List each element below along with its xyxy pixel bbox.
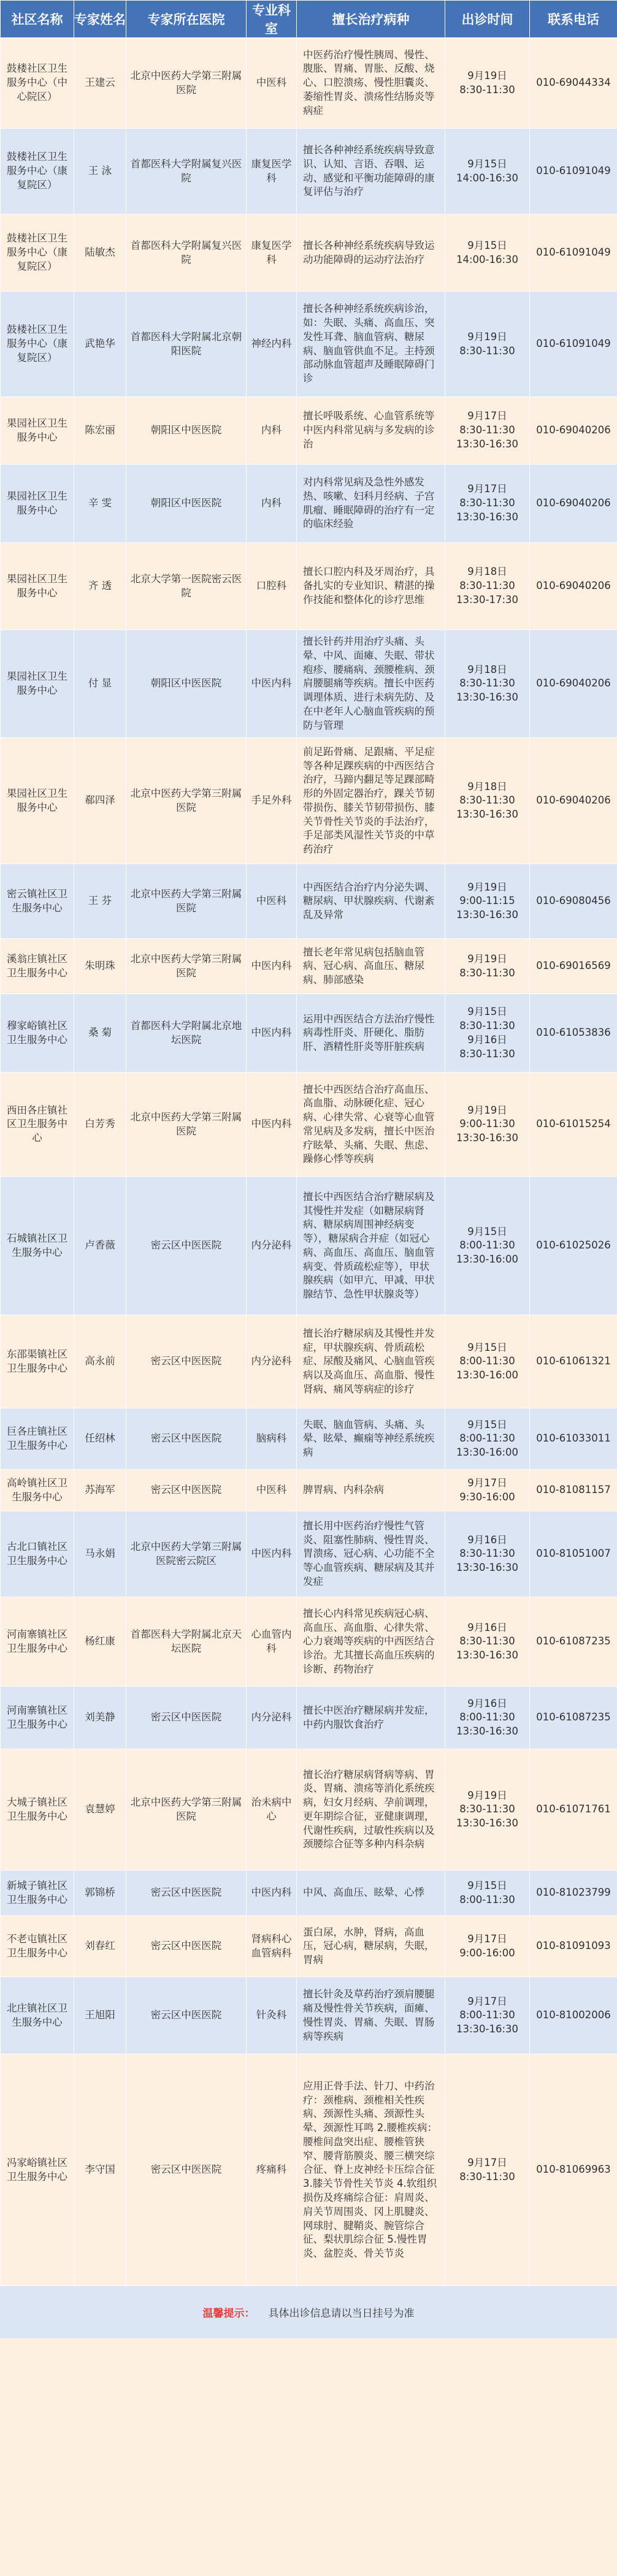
- time-cell: 9月17日 8:30-11:30: [445, 2054, 530, 2286]
- table-row: [1, 1977, 617, 2054]
- time-cell: 9月18日 8:30-11:30 13:30-17:30: [445, 543, 530, 630]
- time-cell: 9月17日 8:30-11:30 13:30-16:30: [445, 397, 530, 465]
- specialty-cell: 擅长中西医结合治疗糖尿病及其慢性并发症（如糖尿病肾病、糖尿病周围神经病变等），糖尿病合并症（如冠心病、高血压、高血压、脑血管病变、骨质疏松症等），甲状腺疾病（如甲亢、甲减、甲状腺结节、急性甲状腺炎等）: [297, 1177, 445, 1315]
- phone-cell: 010-69040206: [530, 465, 617, 543]
- dept-cell: 内科: [247, 397, 297, 465]
- community-cell: 河南寨镇社区卫生服务中心: [1, 1597, 74, 1687]
- specialty-cell: 擅长各种神经系统疾病诊治，如：失眠、头痛、高血压、突发性耳聋、脑血管病、糖尿病、脑血管供血不足。主持颈部动脉血管超声及睡眠障碍门诊: [297, 292, 445, 397]
- expert-cell: 杨红康: [74, 1597, 126, 1687]
- community-cell: 鼓楼社区卫生服务中心（康复院区）: [1, 129, 74, 215]
- expert-cell: 朱明珠: [74, 939, 126, 994]
- phone-cell: 010-61091049: [530, 129, 617, 215]
- dept-cell: 脑病科: [247, 1408, 297, 1470]
- dept-cell: 中医内科: [247, 1871, 297, 1916]
- specialty-cell: 擅长呼吸系统、心血管系统等中医内科常见病与多发病的诊治: [297, 397, 445, 465]
- table-row: [1, 38, 617, 129]
- time-cell: 9月17日 8:30-11:30 13:30-16:30: [445, 465, 530, 543]
- community-cell: 鼓楼社区卫生服务中心（康复院区）: [1, 215, 74, 292]
- dept-cell: 神经内科: [247, 292, 297, 397]
- time-cell: 9月16日 8:30-11:30 13:30-16:30: [445, 1511, 530, 1597]
- specialty-cell: 擅长治疗糖尿病及其慢性并发症，甲状腺疾病、骨质疏松症、尿酸及痛风、心脑血管疾病以及高血压、高血脂、慢性肾病、痛风等病症的诊疗: [297, 1315, 445, 1408]
- expert-cell: 苏海军: [74, 1470, 126, 1511]
- specialty-cell: 擅长口腔内科及牙周治疗，具备扎实的专业知识、精湛的操作技能和整体化的诊疗思维: [297, 543, 445, 630]
- community-cell: 不老屯镇社区卫生服务中心: [1, 1916, 74, 1977]
- time-cell: 9月15日 8:00-11:30: [445, 1871, 530, 1916]
- hospital-cell: 北京中医药大学第三附属医院: [126, 38, 247, 129]
- table-row: [1, 292, 617, 397]
- expert-cell: 刘春红: [74, 1916, 126, 1977]
- table-row: [1, 630, 617, 738]
- hospital-cell: 密云区中医医院: [126, 1687, 247, 1749]
- table-body: [1, 38, 617, 2286]
- time-cell: 9月19日 8:30-11:30 13:30-16:30: [445, 1749, 530, 1871]
- community-cell: 高岭镇社区卫生服务中心: [1, 1470, 74, 1511]
- specialty-cell: 运用中西医结合方法治疗慢性病毒性肝炎、肝硬化、脂肪肝、酒精性肝炎等肝脏疾病: [297, 994, 445, 1073]
- specialty-cell: 应用正骨手法、针刀、中药治疗：颈椎病、颈椎相关性疾病、颈源性头痛、颈源性头晕、颈源性耳鸣 2.腰椎疾病：腰椎间盘突出症、腰椎管狭窄、腰背筋膜炎、腰三横突综合征、脊上皮神经卡压综合征 3.膝关节骨性关节炎 4.软组织损伤及疼痛综合征：肩周炎、肩关节周围炎、冈上肌腱炎、网球肘、腱鞘炎、腕管综合征、梨状肌综合征 5.慢性胃炎、盆腔炎、骨关节炎: [297, 2054, 445, 2286]
- phone-cell: 010-61025026: [530, 1177, 617, 1315]
- phone-cell: 010-69080456: [530, 864, 617, 939]
- phone-cell: 010-61033011: [530, 1408, 617, 1470]
- time-cell: 9月19日 9:00-11:30 13:30-16:30: [445, 1073, 530, 1177]
- hospital-cell: 密云区中医医院: [126, 1470, 247, 1511]
- phone-cell: 010-81023799: [530, 1871, 617, 1916]
- hospital-cell: 密云区中医医院: [126, 1916, 247, 1977]
- specialty-cell: 脾胃病、内科杂病: [297, 1470, 445, 1511]
- dept-cell: 中医内科: [247, 939, 297, 994]
- specialty-cell: 中西医结合治疗内分泌失调、糖尿病、甲状腺疾病、代谢紊乱及异常: [297, 864, 445, 939]
- dept-cell: 口腔科: [247, 543, 297, 630]
- header-time: 出诊时间: [445, 1, 530, 38]
- expert-cell: 王旭阳: [74, 1977, 126, 2054]
- phone-cell: 010-69016569: [530, 939, 617, 994]
- community-cell: 东邵渠镇社区卫生服务中心: [1, 1315, 74, 1408]
- expert-cell: 刘美静: [74, 1687, 126, 1749]
- community-cell: 鼓楼社区卫生服务中心（中心院区）: [1, 38, 74, 129]
- specialty-cell: 擅长各种神经系统疾病导致运动功能障碍的运动疗法治疗: [297, 215, 445, 292]
- tip-label: 温馨提示：: [202, 2308, 255, 2320]
- community-cell: 北庄镇社区卫生服务中心: [1, 1977, 74, 2054]
- phone-cell: 010-61061321: [530, 1315, 617, 1408]
- time-cell: 9月19日 9:00-11:15 13:30-16:30: [445, 864, 530, 939]
- specialty-cell: 中医药治疗慢性胰周、慢性、腹胀、胃痛、胃胀、反酸、烧心、口腔溃疡、慢性胆囊炎、萎缩性胃炎、溃疡性结肠炎等病症: [297, 38, 445, 129]
- phone-cell: 010-81002006: [530, 1977, 617, 2054]
- table-row: [1, 1177, 617, 1315]
- time-cell: 9月17日 9:00-16:00: [445, 1916, 530, 1977]
- hospital-cell: 首都医科大学附属北京地坛医院: [126, 994, 247, 1073]
- hospital-cell: 北京中医药大学第三附属医院: [126, 1749, 247, 1871]
- specialty-cell: 擅长心内科常见疾病冠心病、高血压、高血脂、心律失常、心力衰竭等疾病的中西医结合诊治。尤其擅长高血压疾病的诊断、药物治疗: [297, 1597, 445, 1687]
- dept-cell: 中医内科: [247, 630, 297, 738]
- community-cell: 河南寨镇社区卫生服务中心: [1, 1687, 74, 1749]
- table-row: [1, 1408, 617, 1470]
- hospital-cell: 首都医科大学附属复兴医院: [126, 129, 247, 215]
- dept-cell: 中医科: [247, 1470, 297, 1511]
- phone-cell: 010-61053836: [530, 994, 617, 1073]
- dept-cell: 治未病中心: [247, 1749, 297, 1871]
- expert-cell: 郗四泽: [74, 738, 126, 864]
- header-dept: 专业科室: [247, 1, 297, 38]
- expert-cell: 高永前: [74, 1315, 126, 1408]
- expert-cell: 齐 透: [74, 543, 126, 630]
- dept-cell: 中医内科: [247, 1511, 297, 1597]
- dept-cell: 中医内科: [247, 994, 297, 1073]
- time-cell: 9月15日 14:00-16:30: [445, 215, 530, 292]
- hospital-cell: 北京中医药大学第三附属医院: [126, 738, 247, 864]
- hospital-cell: 朝阳区中医医院: [126, 630, 247, 738]
- time-cell: 9月19日 8:30-11:30: [445, 939, 530, 994]
- table-row: [1, 939, 617, 994]
- hospital-cell: 密云区中医医院: [126, 1408, 247, 1470]
- dept-cell: 针灸科: [247, 1977, 297, 2054]
- phone-cell: 010-69040206: [530, 543, 617, 630]
- specialty-cell: 擅长用中医药治疗慢性气管炎、阻塞性肺病、慢性胃炎、胃溃疡、冠心病、心功能不全等心血管疾病、糖尿病及其并发症: [297, 1511, 445, 1597]
- hospital-cell: 朝阳区中医医院: [126, 465, 247, 543]
- specialty-cell: 擅长中西医结合治疗高血压、高血脂、动脉硬化症、冠心病、心律失常、心衰等心血管常见病及多发病，擅长中医治疗眩晕、头痛、失眠、焦虑、躁修心悸等疾病: [297, 1073, 445, 1177]
- dept-cell: 康复医学科: [247, 129, 297, 215]
- specialty-cell: 擅长老年常见病包括脑血管病、冠心病、高血压、糖尿病、肺部感染: [297, 939, 445, 994]
- expert-cell: 白芳秀: [74, 1073, 126, 1177]
- dept-cell: 内分泌科: [247, 1315, 297, 1408]
- expert-cell: 李守国: [74, 2054, 126, 2286]
- specialty-cell: 失眠、脑血管病、头痛、头晕、眩晕、癫痫等神经系统疾病: [297, 1408, 445, 1470]
- specialty-cell: 擅长针灸及草药治疗颈肩腰腿痛及慢性骨关节疾病，面瘫、慢性胃炎、胃痛、失眠、胃肠病等疾病: [297, 1977, 445, 2054]
- header-phone: 联系电话: [530, 1, 617, 38]
- community-cell: 古北口镇社区卫生服务中心: [1, 1511, 74, 1597]
- time-cell: 9月18日 8:30-11:30 13:30-16:30: [445, 630, 530, 738]
- phone-cell: 010-69040206: [530, 397, 617, 465]
- specialty-cell: 蛋白尿，水肿，肾病，高血压，冠心病，糖尿病，失眠，胃病: [297, 1916, 445, 1977]
- phone-cell: 010-61087235: [530, 1687, 617, 1749]
- time-cell: 9月19日 8:30-11:30: [445, 292, 530, 397]
- dept-cell: 疼痛科: [247, 2054, 297, 2286]
- hospital-cell: 密云区中医医院: [126, 1871, 247, 1916]
- time-cell: 9月17日 8:00-11:30 13:30-16:30: [445, 1977, 530, 2054]
- expert-cell: 付 显: [74, 630, 126, 738]
- time-cell: 9月15日 14:00-16:30: [445, 129, 530, 215]
- tip-text: 具体出诊信息请以当日挂号为准: [268, 2308, 415, 2320]
- dept-cell: 内分泌科: [247, 1177, 297, 1315]
- expert-cell: 郭锦桥: [74, 1871, 126, 1916]
- specialty-cell: 擅长治疗糖尿病肾病等病、胃炎、胃痛、溃疡等消化系统疾病，妇女月经病、孕前调理，更年期综合征，亚健康调理，代谢性疾病，过敏性疾病以及颈腰综合征等多种内科杂病: [297, 1749, 445, 1871]
- time-cell: 9月16日 8:30-11:30 13:30-16:30: [445, 1597, 530, 1687]
- hospital-cell: 密云区中医医院: [126, 1977, 247, 2054]
- phone-cell: 010-61071761: [530, 1749, 617, 1871]
- phone-cell: 010-69040206: [530, 630, 617, 738]
- hospital-cell: 密云区中医医院: [126, 2054, 247, 2286]
- dept-cell: 中医内科: [247, 1073, 297, 1177]
- hospital-cell: 北京大学第一医院密云医院: [126, 543, 247, 630]
- phone-cell: 010-81051007: [530, 1511, 617, 1597]
- table-row: [1, 738, 617, 864]
- dept-cell: 内科: [247, 465, 297, 543]
- specialty-cell: 对内科常见病及急性外感发热、咳嗽、妇科月经病、子宫肌瘤、睡眠障碍的治疗有一定的临床经验: [297, 465, 445, 543]
- hospital-cell: 密云区中医医院: [126, 1177, 247, 1315]
- community-cell: 果园社区卫生服务中心: [1, 465, 74, 543]
- phone-cell: 010-81081157: [530, 1470, 617, 1511]
- expert-cell: 陆敏杰: [74, 215, 126, 292]
- expert-cell: 王建云: [74, 38, 126, 129]
- table-row: [1, 1511, 617, 1597]
- phone-cell: 010-61091049: [530, 215, 617, 292]
- hospital-cell: 首都医科大学附属北京天坛医院: [126, 1597, 247, 1687]
- dept-cell: 内分泌科: [247, 1687, 297, 1749]
- community-cell: 巨各庄镇社区卫生服务中心: [1, 1408, 74, 1470]
- time-cell: 9月16日 8:00-11:30 13:30-16:30: [445, 1687, 530, 1749]
- table-row: [1, 1687, 617, 1749]
- community-cell: 冯家峪镇社区卫生服务中心: [1, 2054, 74, 2286]
- table-row: [1, 1597, 617, 1687]
- time-cell: 9月15日 8:00-11:30 13:30-16:00: [445, 1315, 530, 1408]
- hospital-cell: 首都医科大学附属复兴医院: [126, 215, 247, 292]
- phone-cell: 010-61091049: [530, 292, 617, 397]
- table-row: [1, 1073, 617, 1177]
- dept-cell: 中医科: [247, 864, 297, 939]
- header-row: [1, 1, 617, 38]
- hospital-cell: 首都医科大学附属北京朝阳医院: [126, 292, 247, 397]
- dept-cell: 心血管内科: [247, 1597, 297, 1687]
- time-cell: 9月15日 8:00-11:30 13:30-16:00: [445, 1177, 530, 1315]
- phone-cell: 010-61087235: [530, 1597, 617, 1687]
- community-cell: 果园社区卫生服务中心: [1, 543, 74, 630]
- table-row: [1, 465, 617, 543]
- table-row: [1, 1315, 617, 1408]
- hospital-cell: 北京中医药大学第三附属医院: [126, 1073, 247, 1177]
- community-cell: 果园社区卫生服务中心: [1, 397, 74, 465]
- header-hospital: 专家所在医院: [126, 1, 247, 38]
- hospital-cell: 朝阳区中医医院: [126, 397, 247, 465]
- footer-tip: [0, 2286, 617, 2338]
- hospital-cell: 密云区中医医院: [126, 1315, 247, 1408]
- expert-cell: 任绍林: [74, 1408, 126, 1470]
- dept-cell: 肾病科心血管病科: [247, 1916, 297, 1977]
- specialty-cell: 擅长针药并用治疗头痛、头晕、中风、面瘫、失眠、带状疱疹、腰痛病、颈腰椎病、颈肩腰腿痛等疾病。擅长中医药调理体质、进行未病先防、及在中老年人心脑血管疾病的预防与管理: [297, 630, 445, 738]
- table-row: [1, 397, 617, 465]
- hospital-cell: 北京中医药大学第三附属医院: [126, 939, 247, 994]
- table-row: [1, 215, 617, 292]
- dept-cell: 康复医学科: [247, 215, 297, 292]
- expert-cell: 辛 雯: [74, 465, 126, 543]
- phone-cell: 010-81069963: [530, 2054, 617, 2286]
- hospital-cell: 北京中医药大学第三附属医院: [126, 864, 247, 939]
- community-cell: 穆家峪镇社区卫生服务中心: [1, 994, 74, 1073]
- community-cell: 西田各庄镇社区卫生服务中心: [1, 1073, 74, 1177]
- table-row: [1, 1871, 617, 1916]
- community-cell: 新城子镇社区卫生服务中心: [1, 1871, 74, 1916]
- expert-cell: 卢香薇: [74, 1177, 126, 1315]
- community-cell: 鼓楼社区卫生服务中心（康复院区）: [1, 292, 74, 397]
- table-row: [1, 543, 617, 630]
- community-cell: 密云镇社区卫生服务中心: [1, 864, 74, 939]
- phone-cell: 010-81091093: [530, 1916, 617, 1977]
- expert-cell: 马永娟: [74, 1511, 126, 1597]
- time-cell: 9月15日 8:30-11:30 9月16日 8:30-11:30: [445, 994, 530, 1073]
- community-cell: 大城子镇社区卫生服务中心: [1, 1749, 74, 1871]
- header-specialty: 擅长治疗病种: [297, 1, 445, 38]
- table-row: [1, 1470, 617, 1511]
- table-row: [1, 864, 617, 939]
- community-cell: 果园社区卫生服务中心: [1, 630, 74, 738]
- community-cell: 石城镇社区卫生服务中心: [1, 1177, 74, 1315]
- table-row: [1, 1749, 617, 1871]
- specialty-cell: 擅长中医治疗糖尿病并发症，中药内服饮食治疗: [297, 1687, 445, 1749]
- phone-cell: 010-69044334: [530, 38, 617, 129]
- time-cell: 9月18日 8:30-11:30 13:30-16:30: [445, 738, 530, 864]
- expert-cell: 桑 菊: [74, 994, 126, 1073]
- time-cell: 9月17日 9:30-16:00: [445, 1470, 530, 1511]
- header-expert: 专家姓名: [74, 1, 126, 38]
- hospital-cell: 北京中医药大学第三附属医院密云院区: [126, 1511, 247, 1597]
- table-row: [1, 129, 617, 215]
- table-row: [1, 2054, 617, 2286]
- expert-cell: 袁慧婷: [74, 1749, 126, 1871]
- time-cell: 9月19日 8:30-11:30: [445, 38, 530, 129]
- expert-cell: 王 芬: [74, 864, 126, 939]
- community-cell: 溪翁庄镇社区卫生服务中心: [1, 939, 74, 994]
- time-cell: 9月15日 8:00-11:30 13:30-16:00: [445, 1408, 530, 1470]
- table-row: [1, 1916, 617, 1977]
- dept-cell: 手足外科: [247, 738, 297, 864]
- specialty-cell: 擅长各种神经系统疾病导致意识、认知、言语、吞咽、运动、感觉和平衡功能障碍的康复评估与治疗: [297, 129, 445, 215]
- expert-cell: 武艳华: [74, 292, 126, 397]
- phone-cell: 010-69040206: [530, 738, 617, 864]
- expert-cell: 王 泳: [74, 129, 126, 215]
- phone-cell: 010-61015254: [530, 1073, 617, 1177]
- table-row: [1, 994, 617, 1073]
- dept-cell: 中医科: [247, 38, 297, 129]
- community-cell: 果园社区卫生服务中心: [1, 738, 74, 864]
- header-community: 社区名称: [1, 1, 74, 38]
- specialty-cell: 前足跖骨痛、足跟痛、平足症等各种足踝疾病的中西医结合治疗，马蹄内翻足等足踝部畸形的外固定器治疗，踝关节韧带损伤、膝关节韧带损伤、膝关节骨性关节炎的手法治疗，手足部类风湿性关节炎的中草药治疗: [297, 738, 445, 864]
- specialty-cell: 中风、高血压、眩晕、心悸: [297, 1871, 445, 1916]
- expert-cell: 陈宏丽: [74, 397, 126, 465]
